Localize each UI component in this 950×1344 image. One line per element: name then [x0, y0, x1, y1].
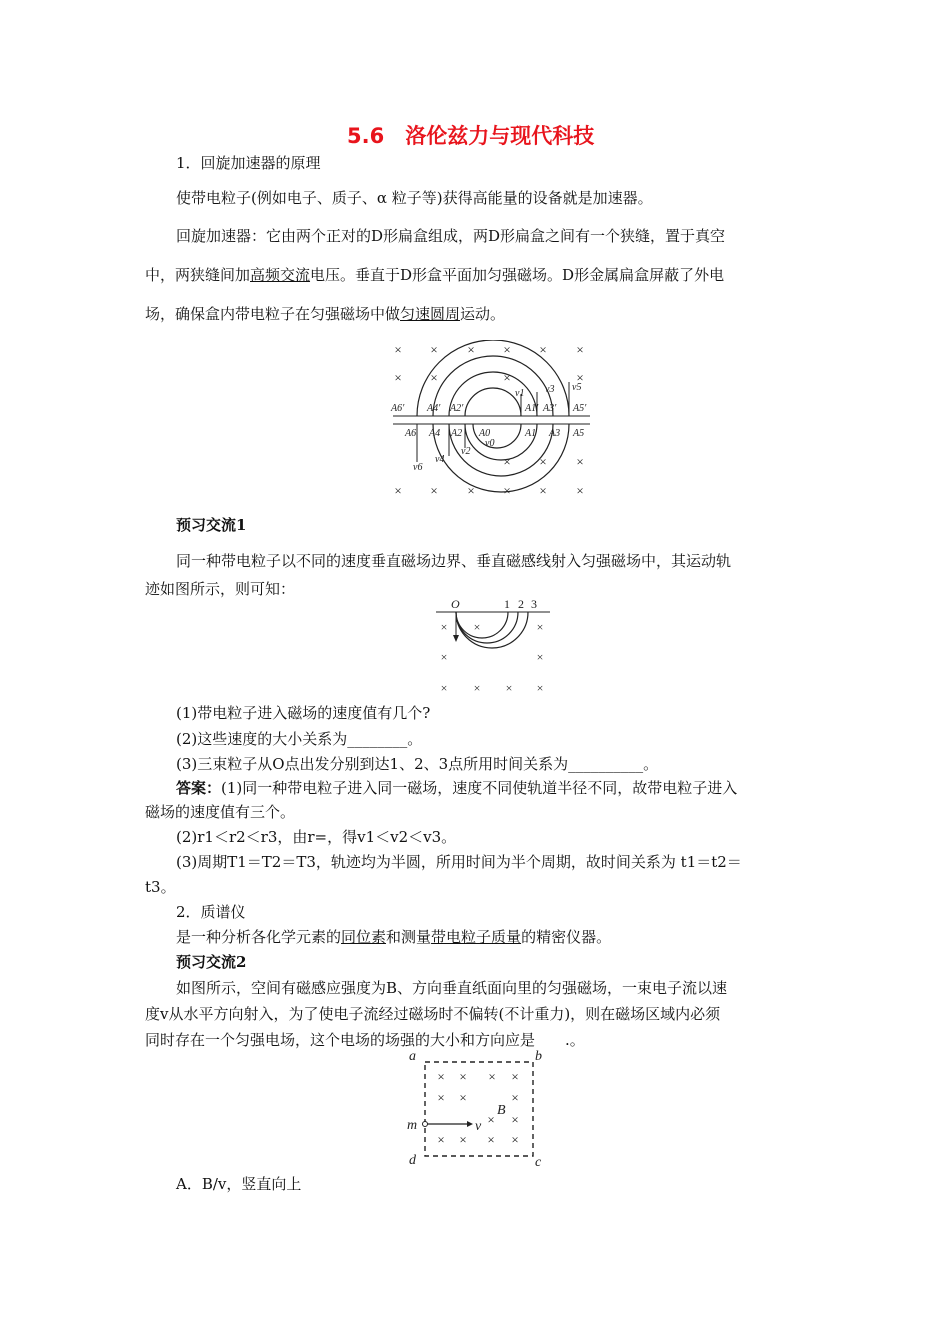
magnetic-field-cross: × — [440, 620, 448, 634]
magnetic-field-cross: × — [576, 370, 584, 385]
entry-label: m — [407, 1118, 418, 1133]
magnetic-field-cross: × — [430, 483, 438, 498]
answer-line: (2)r1＜r2＜r3，由r=，得v1＜v2＜v3。 — [176, 828, 457, 846]
gap-label: A2 — [451, 428, 463, 439]
underlined-term: 高频交流 — [250, 266, 311, 284]
gap-label: A1′ — [525, 403, 539, 414]
point-label: 3 — [531, 597, 537, 611]
magnetic-field-cross: × — [437, 1090, 445, 1105]
underlined-term: 同位素 — [341, 928, 387, 946]
magnetic-field-cross: × — [511, 1090, 519, 1105]
option-a: A．B/v，竖直向上 — [176, 1175, 302, 1193]
answer-line: 答案：(1)同一种带电粒子进入同一磁场，速度不同使轨道半径不同，故带电粒子进入 — [176, 779, 738, 797]
answer-label: 答案： — [176, 779, 222, 797]
paragraph: 使带电粒子(例如电子、质子、α 粒子等)获得高能量的设备就是加速器。 — [176, 189, 653, 207]
magnetic-field-cross: × — [503, 370, 511, 385]
magnetic-field-cross: × — [459, 1090, 467, 1105]
magnetic-field-cross: × — [503, 454, 511, 469]
magnetic-field-cross: × — [539, 454, 547, 469]
corner-label: b — [535, 1050, 542, 1064]
cyclotron-diagram — [385, 340, 595, 502]
answer-line: 磁场的速度值有三个。 — [145, 803, 296, 821]
magnetic-field-cross: × — [488, 1069, 496, 1084]
point-label: 1 — [504, 597, 510, 611]
magnetic-field-cross: × — [505, 681, 513, 695]
magnetic-field-cross: × — [430, 342, 438, 357]
magnetic-field-cross: × — [394, 370, 402, 385]
magnetic-field-cross: × — [394, 483, 402, 498]
exercise-heading: 预习交流1 — [176, 516, 247, 534]
paragraph: 同一种带电粒子以不同的速度垂直磁场边界、垂直磁感线射入匀强磁场中，其运动轨 — [176, 552, 732, 570]
gap-label: A5′ — [573, 403, 587, 414]
field-region-diagram — [405, 1050, 555, 1170]
magnetic-field-cross: × — [437, 1132, 445, 1147]
magnetic-field-cross: × — [503, 483, 511, 498]
magnetic-field-cross: × — [576, 454, 584, 469]
question: (1)带电粒子进入磁场的速度值有几个? — [176, 704, 431, 722]
question: (3)三束粒子从O点出发分别到达1、2、3点所用时间关系为__________。 — [176, 755, 659, 773]
gap-label: A4′ — [427, 403, 441, 414]
magnetic-field-cross: × — [473, 681, 481, 695]
velocity-label: v — [475, 1119, 482, 1134]
magnetic-field-cross: × — [503, 342, 511, 357]
paragraph: 回旋加速器：它由两个正对的D形扁盒组成，两D形扁盒之间有一个狭缝，置于真空 — [176, 227, 726, 245]
gap-label: A6 — [405, 428, 417, 439]
field-label: B — [497, 1103, 506, 1118]
origin-label: O — [451, 597, 460, 611]
question: (2)这些速度的大小关系为________。 — [176, 730, 423, 748]
gap-label: A3 — [549, 428, 561, 439]
magnetic-field-cross: × — [576, 483, 584, 498]
velocity-label: v6 — [413, 462, 423, 473]
paragraph: 场，确保盒内带电粒子在匀强磁场中做匀速圆周运动。 — [145, 305, 506, 323]
magnetic-field-cross: × — [430, 370, 438, 385]
corner-label: a — [409, 1050, 416, 1064]
magnetic-field-cross: × — [511, 1069, 519, 1084]
paragraph: 是一种分析各化学元素的同位素和测量带电粒子质量的精密仪器。 — [176, 928, 612, 946]
velocity-label: v5 — [572, 382, 582, 393]
magnetic-field-cross: × — [511, 1112, 519, 1127]
magnetic-field-cross: × — [536, 650, 544, 664]
section-heading-cyclotron: 1．回旋加速器的原理 — [176, 154, 321, 172]
magnetic-field-cross: × — [394, 342, 402, 357]
gap-label: A0 — [479, 428, 491, 439]
magnetic-field-cross: × — [487, 1132, 495, 1147]
magnetic-field-cross: × — [440, 650, 448, 664]
magnetic-field-cross: × — [536, 620, 544, 634]
velocity-label: v1 — [515, 388, 525, 399]
gap-label: A3′ — [543, 403, 557, 414]
paragraph: 度v从水平方向射入，为了使电子流经过磁场时不偏转(不计重力)，则在磁场区域内必须 — [145, 1005, 721, 1023]
magnetic-field-cross: × — [536, 681, 544, 695]
exercise-heading: 预习交流2 — [176, 953, 247, 971]
magnetic-field-cross: × — [459, 1132, 467, 1147]
magnetic-field-cross: × — [467, 342, 475, 357]
answer-line: (3)周期T1＝T2＝T3，轨迹均为半圆，所用时间为半个周期，故时间关系为 t1＝t2＝ — [176, 853, 742, 871]
magnetic-field-cross: × — [459, 1069, 467, 1084]
paragraph: 迹如图所示，则可知： — [145, 580, 296, 598]
magnetic-field-cross: × — [576, 342, 584, 357]
corner-label: c — [535, 1155, 542, 1170]
underlined-term: 匀速圆周 — [400, 305, 461, 323]
point-label: 2 — [518, 597, 524, 611]
magnetic-field-cross: × — [440, 681, 448, 695]
gap-label: A5 — [573, 428, 585, 439]
gap-label: A6′ — [391, 403, 405, 414]
magnetic-field-cross: × — [511, 1132, 519, 1147]
underlined-term: 带电粒子质量 — [431, 928, 522, 946]
paragraph: 同时存在一个匀强电场，这个电场的场强的大小和方向应是 .。 — [145, 1031, 585, 1049]
velocity-label: v3 — [545, 384, 555, 395]
magnetic-field-cross: × — [539, 342, 547, 357]
velocity-label: v0 — [485, 438, 495, 449]
paragraph: 如图所示，空间有磁感应强度为B、方向垂直纸面向里的匀强磁场，一束电子流以速 — [176, 979, 728, 997]
paragraph: 中，两狭缝间加高频交流电压。垂直于D形盒平面加匀强磁场。D形金属扁盒屏蔽了外电 — [145, 266, 725, 284]
magnetic-field-cross: × — [467, 483, 475, 498]
gap-label: A4 — [429, 428, 441, 439]
magnetic-field-cross: × — [487, 1112, 495, 1127]
section-heading-mass-spectrometer: 2．质谱仪 — [176, 903, 246, 921]
gap-label: A2′ — [450, 403, 464, 414]
velocity-label: v4 — [435, 454, 445, 465]
magnetic-field-cross: × — [437, 1069, 445, 1084]
velocity-label: v2 — [461, 446, 471, 457]
magnetic-field-cross: × — [539, 483, 547, 498]
page-title: 5.6 洛伦兹力与现代科技 — [347, 124, 595, 148]
answer-line: t3。 — [145, 878, 176, 896]
magnetic-field-cross: × — [473, 620, 481, 634]
corner-label: d — [409, 1153, 416, 1168]
trajectory-diagram — [432, 596, 554, 698]
gap-label: A1 — [525, 428, 537, 439]
